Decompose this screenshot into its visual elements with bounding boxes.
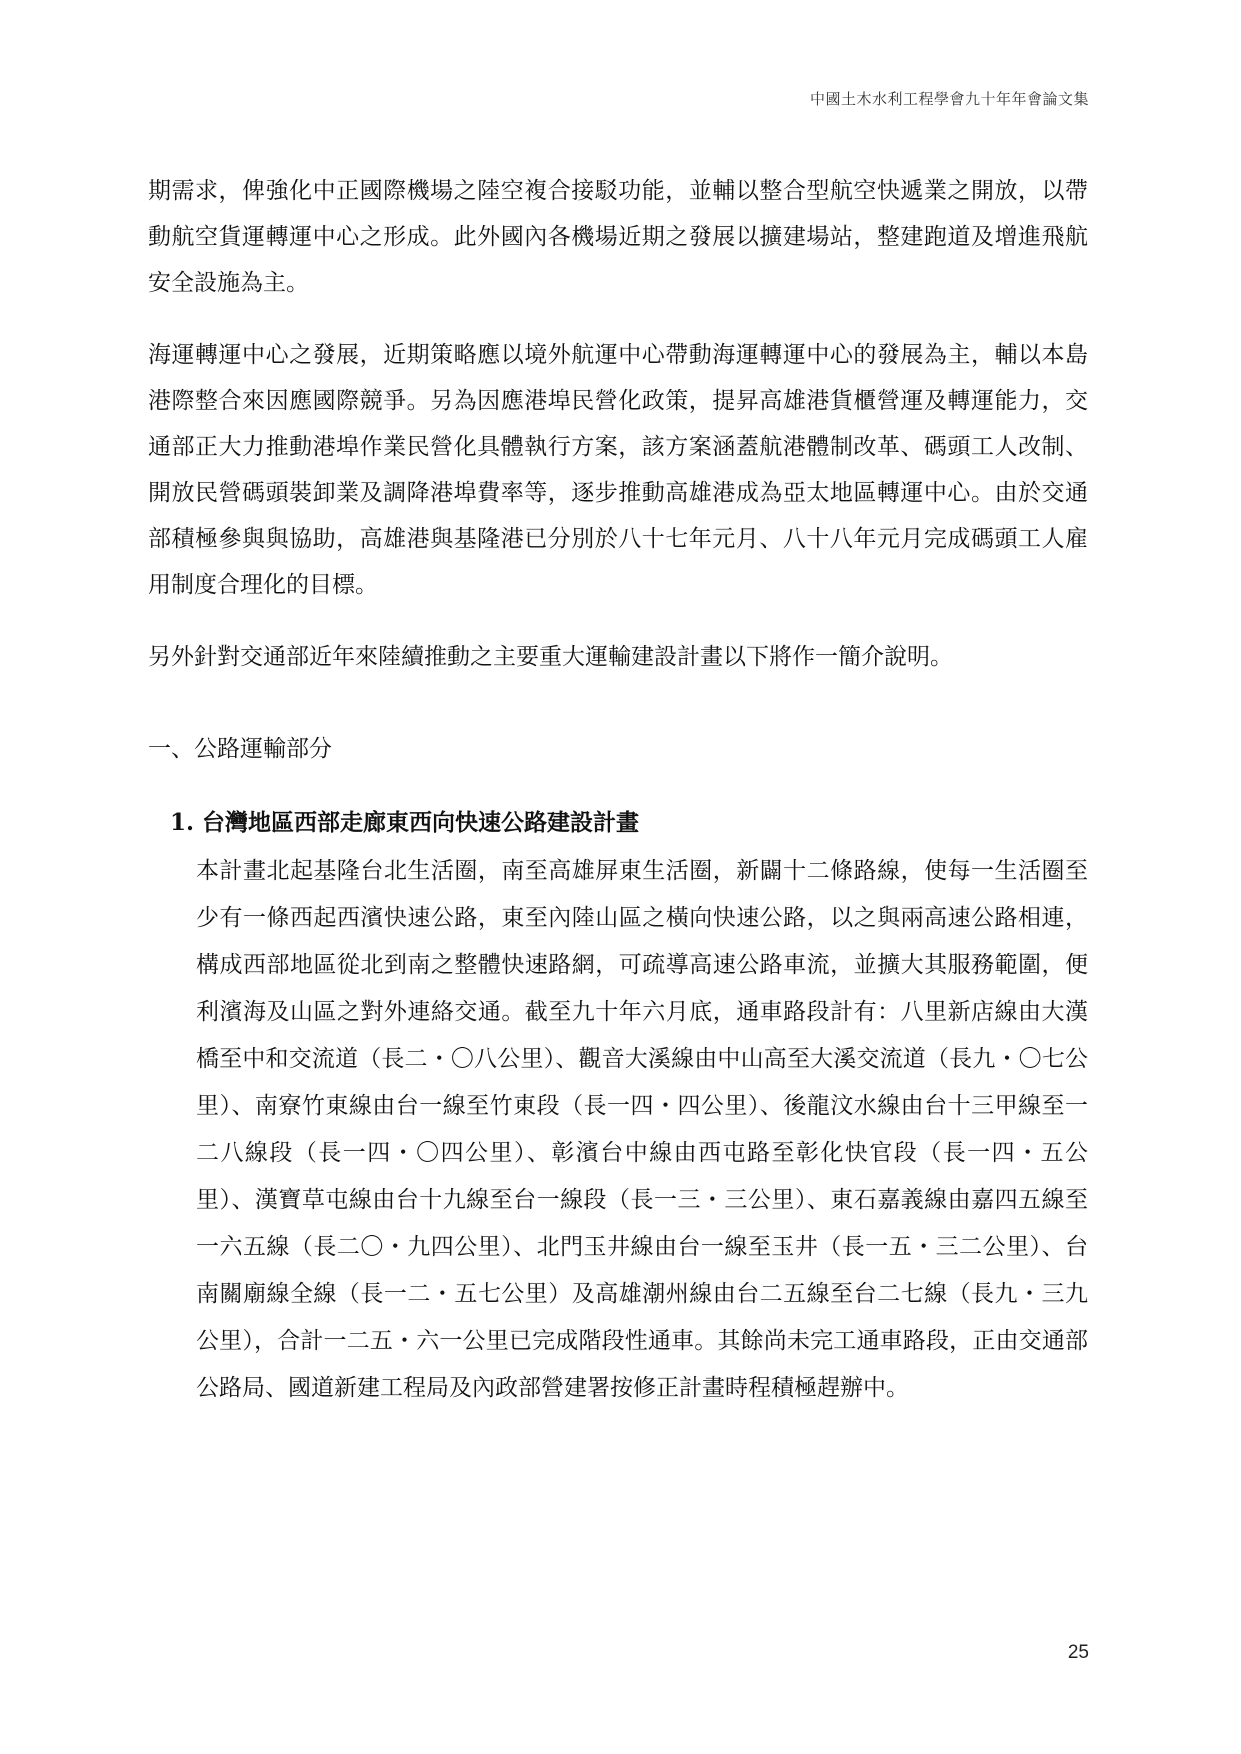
- body-paragraph-3: 另外針對交通部近年來陸續推動之主要重大運輸建設計畫以下將作一簡介說明。: [148, 644, 953, 670]
- page-content: [148, 168, 1088, 1412]
- body-paragraph-1: 期需求，俾強化中正國際機場之陸空複合接駁功能，並輔以整合型航空快遞業之開放，以帶動航空貨運轉運中心之形成。此外國內各機場近期之發展以擴建場站，整建跑道及增進飛航安全設施為主。: [148, 178, 1088, 296]
- body-paragraph-2: 海運轉運中心之發展，近期策略應以境外航運中心帶動海運轉運中心的發展為主，輔以本島港際整合來因應國際競爭。另為因應港埠民營化政策，提昇高雄港貨櫃營運及轉運能力，交通部正大力推動港埠作業民營化具體執行方案，該方案涵蓋航港體制改革、碼頭工人改制、開放民營碼頭裝卸業及調降港埠費率等，逐步推動高雄港成為亞太地區轉運中心。由於交通部積極參與與協助，高雄港與基隆港已分別於八十七年元月、八十八年元月完成碼頭工人雇用制度合理化的目標。: [148, 342, 1088, 598]
- subsection-heading: 1. 台灣地區西部走廊東西向快速公路建設計畫: [170, 809, 640, 836]
- page-number: 25: [1067, 1642, 1089, 1663]
- section-heading: 一、公路運輸部分: [148, 736, 332, 762]
- running-header: 中國土木水利工程學會九十年年會論文集: [809, 90, 1089, 108]
- subsection-paragraph: 本計畫北起基隆台北生活圈，南至高雄屏東生活圈，新闢十二條路線，使每一生活圈至少有一條西起西濱快速公路，東至內陸山區之橫向快速公路，以之與兩高速公路相連，構成西部地區從北到南之整體快速路網，可疏導高速公路車流，並擴大其服務範圍，便利濱海及山區之對外連絡交通。截至九十年六月底，通車路段計有：八里新店線由大漢橋至中和交流道（長二・〇八公里）、觀音大溪線由中山高至大溪交流道（長九・〇七公里）、南寮竹東線由台一線至竹東段（長一四・四公里）、後龍汶水線由台十三甲線至一二八線段（長一四・〇四公里）、彰濱台中線由西屯路至彰化快官段（長一四・五公里）、漢寶草屯線由台十九線至台一線段（長一三・三公里）、東石嘉義線由嘉四五線至一六五線（長二〇・九四公里）、北門玉井線由台一線至玉井（長一五・三二公里）、台南關廟線全線（長一二・五七公里）及高雄潮州線由台二五線至台二七線（長九・三九公里），合計一二五・六一公里已完成階段性通車。其餘尚未完工通車路段，正由交通部公路局、國道新建工程局及內政部營建署按修正計畫時程積極趕辦中。: [196, 858, 1088, 1401]
